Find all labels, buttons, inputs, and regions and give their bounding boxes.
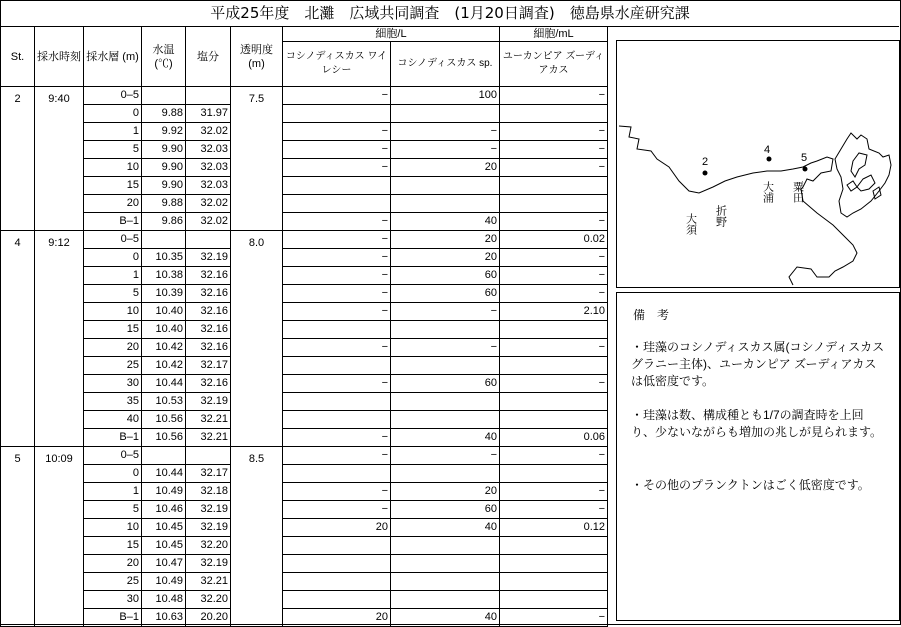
salinity-cell: 32.03 [186, 177, 231, 195]
place-orino: 折野 [714, 205, 728, 227]
table-row [1, 555, 608, 573]
table-row [1, 483, 608, 501]
table-row [1, 267, 608, 285]
salinity-cell: 32.02 [186, 123, 231, 141]
count-eucampia-cell [500, 393, 608, 411]
salinity-cell: 32.19 [186, 249, 231, 267]
count-wailesii-cell: − [283, 285, 391, 303]
table-row [1, 465, 608, 483]
count-coscinodiscus-sp-cell [391, 321, 500, 339]
place-osu: 大須 [684, 213, 698, 235]
layer-cell: 10 [84, 159, 142, 177]
page-title: 平成25年度 北灘 広域共同調査 (1月20日調査) 徳島県水産研究課 [1, 1, 899, 27]
temperature-cell: 9.88 [142, 195, 186, 213]
layer-cell: 20 [84, 555, 142, 573]
layer-cell: 0 [84, 105, 142, 123]
count-eucampia-cell [500, 591, 608, 609]
count-coscinodiscus-sp-cell [391, 537, 500, 555]
count-eucampia-cell [500, 465, 608, 483]
count-coscinodiscus-sp-cell: 40 [391, 609, 500, 627]
station-2-marker [703, 171, 708, 176]
transparency-cell: 8.5 [231, 447, 283, 627]
station-4-label: 4 [764, 144, 771, 156]
count-wailesii-cell [283, 321, 391, 339]
temperature-cell [142, 447, 186, 465]
table-row [1, 411, 608, 429]
station-number: 5 [1, 447, 35, 627]
count-wailesii-cell: − [283, 375, 391, 393]
header-salinity: 塩分 [186, 27, 231, 87]
temperature-cell: 10.49 [142, 573, 186, 591]
count-eucampia-cell: − [500, 123, 608, 141]
count-coscinodiscus-sp-cell: − [391, 303, 500, 321]
sampling-time: 9:12 [35, 231, 84, 447]
count-wailesii-cell [283, 177, 391, 195]
salinity-cell: 32.17 [186, 357, 231, 375]
coastline-map [617, 41, 899, 287]
count-eucampia-cell: − [500, 609, 608, 627]
table-row [1, 339, 608, 357]
layer-cell: 0 [84, 465, 142, 483]
count-eucampia-cell [500, 357, 608, 375]
layer-cell: 35 [84, 393, 142, 411]
count-coscinodiscus-sp-cell: − [391, 123, 500, 141]
salinity-cell: 32.16 [186, 303, 231, 321]
count-coscinodiscus-sp-cell: 20 [391, 483, 500, 501]
layer-cell: 20 [84, 339, 142, 357]
count-coscinodiscus-sp-cell: − [391, 339, 500, 357]
count-eucampia-cell: 0.02 [500, 231, 608, 249]
layer-cell: 30 [84, 591, 142, 609]
count-coscinodiscus-sp-cell [391, 177, 500, 195]
table-row [1, 357, 608, 375]
count-coscinodiscus-sp-cell: − [391, 447, 500, 465]
table-row [1, 375, 608, 393]
layer-cell: 5 [84, 501, 142, 519]
count-wailesii-cell: − [283, 447, 391, 465]
count-wailesii-cell: 20 [283, 609, 391, 627]
count-eucampia-cell: − [500, 375, 608, 393]
salinity-cell: 32.19 [186, 519, 231, 537]
table-row [1, 537, 608, 555]
survey-table [0, 26, 608, 627]
table-row [1, 105, 608, 123]
layer-cell: 1 [84, 483, 142, 501]
temperature-cell: 10.35 [142, 249, 186, 267]
count-eucampia-cell [500, 537, 608, 555]
count-wailesii-cell: 20 [283, 519, 391, 537]
coastline [619, 126, 891, 285]
table-row [1, 123, 608, 141]
layer-cell: 25 [84, 573, 142, 591]
count-eucampia-cell [500, 105, 608, 123]
count-wailesii-cell [283, 573, 391, 591]
temperature-cell: 9.92 [142, 123, 186, 141]
salinity-cell: 32.18 [186, 483, 231, 501]
salinity-cell: 32.02 [186, 195, 231, 213]
temperature-cell: 10.39 [142, 285, 186, 303]
count-coscinodiscus-sp-cell: 60 [391, 267, 500, 285]
salinity-cell: 32.16 [186, 375, 231, 393]
count-eucampia-cell: − [500, 159, 608, 177]
layer-cell: 0 [84, 249, 142, 267]
count-wailesii-cell: − [283, 267, 391, 285]
remarks-title: 備 考 [633, 308, 670, 322]
salinity-cell: 31.97 [186, 105, 231, 123]
temperature-cell: 10.44 [142, 375, 186, 393]
table-row [1, 249, 608, 267]
count-wailesii-cell: − [283, 123, 391, 141]
salinity-cell: 20.20 [186, 609, 231, 627]
layer-cell: 10 [84, 303, 142, 321]
count-eucampia-cell: − [500, 339, 608, 357]
temperature-cell: 9.88 [142, 105, 186, 123]
table-row [1, 195, 608, 213]
layer-cell: 1 [84, 267, 142, 285]
layer-cell: 5 [84, 285, 142, 303]
temperature-cell: 10.46 [142, 501, 186, 519]
header-unit-per-liter: 細胞/L [283, 27, 500, 42]
table-row [1, 609, 608, 627]
station-4-marker [767, 157, 772, 162]
count-eucampia-cell [500, 555, 608, 573]
temperature-cell [142, 87, 186, 105]
header-unit-per-ml: 細胞/mL [500, 27, 608, 42]
temperature-cell: 9.90 [142, 141, 186, 159]
remarks-paragraph: ・珪藻のコシノディスカス属(コシノディスカス グラニー主体)、ユーカンピア ズーディアカスは低密度です。 [631, 340, 885, 388]
remarks-paragraph: ・珪藻は数、構成種とも1/7の調査時を上回り、少ないながらも増加の兆しが見られます。 [631, 408, 883, 439]
salinity-cell: 32.16 [186, 285, 231, 303]
header-station: St. [1, 27, 35, 87]
layer-cell: 1 [84, 123, 142, 141]
layer-cell: 0–5 [84, 231, 142, 249]
layer-cell: B–1 [84, 429, 142, 447]
header-species-wailesii: コシノディスカス ワイレシー [283, 42, 391, 87]
station-number: 4 [1, 231, 35, 447]
salinity-cell [186, 231, 231, 249]
count-eucampia-cell [500, 195, 608, 213]
remarks-panel [616, 292, 900, 621]
count-wailesii-cell: − [283, 231, 391, 249]
count-wailesii-cell [283, 195, 391, 213]
count-coscinodiscus-sp-cell: 100 [391, 87, 500, 105]
count-coscinodiscus-sp-cell: − [391, 141, 500, 159]
count-coscinodiscus-sp-cell [391, 357, 500, 375]
count-eucampia-cell: − [500, 267, 608, 285]
count-wailesii-cell [283, 591, 391, 609]
salinity-cell: 32.17 [186, 465, 231, 483]
station-5-marker [803, 167, 808, 172]
layer-cell: 20 [84, 195, 142, 213]
salinity-cell: 32.21 [186, 411, 231, 429]
temperature-cell: 10.45 [142, 519, 186, 537]
table-row [1, 231, 608, 249]
table-row [1, 321, 608, 339]
header-transparency: 透明度 (m) [231, 27, 283, 87]
count-coscinodiscus-sp-cell: 60 [391, 375, 500, 393]
sampling-time: 10:09 [35, 447, 84, 627]
count-coscinodiscus-sp-cell: 40 [391, 213, 500, 231]
table-body [1, 87, 608, 627]
temperature-cell [142, 231, 186, 249]
count-eucampia-cell: − [500, 483, 608, 501]
temperature-cell: 10.45 [142, 537, 186, 555]
temperature-cell: 9.90 [142, 159, 186, 177]
layer-cell: B–1 [84, 609, 142, 627]
layer-cell: 0–5 [84, 447, 142, 465]
salinity-cell: 32.16 [186, 267, 231, 285]
count-wailesii-cell: − [283, 501, 391, 519]
temperature-cell: 10.47 [142, 555, 186, 573]
count-eucampia-cell [500, 321, 608, 339]
count-eucampia-cell: − [500, 213, 608, 231]
temperature-cell: 10.42 [142, 357, 186, 375]
temperature-cell: 10.49 [142, 483, 186, 501]
salinity-cell: 32.19 [186, 393, 231, 411]
count-eucampia-cell: − [500, 501, 608, 519]
count-coscinodiscus-sp-cell [391, 393, 500, 411]
transparency-cell: 7.5 [231, 87, 283, 231]
table-row [1, 213, 608, 231]
count-eucampia-cell [500, 411, 608, 429]
salinity-cell: 32.03 [186, 141, 231, 159]
station-5-label: 5 [801, 152, 808, 164]
count-wailesii-cell [283, 393, 391, 411]
count-coscinodiscus-sp-cell: 60 [391, 285, 500, 303]
temperature-cell: 10.56 [142, 429, 186, 447]
station-map [616, 40, 900, 288]
count-coscinodiscus-sp-cell: 40 [391, 429, 500, 447]
header-temperature: 水温 (℃) [142, 27, 186, 87]
layer-cell: 5 [84, 141, 142, 159]
table-row [1, 303, 608, 321]
count-coscinodiscus-sp-cell: 20 [391, 249, 500, 267]
count-coscinodiscus-sp-cell: 20 [391, 231, 500, 249]
header-time: 採水時刻 [35, 27, 84, 87]
salinity-cell [186, 447, 231, 465]
place-oura: 大浦 [761, 181, 775, 203]
layer-cell: 15 [84, 321, 142, 339]
table-row [1, 501, 608, 519]
station-2-label: 2 [702, 156, 709, 168]
layer-cell: 15 [84, 537, 142, 555]
count-eucampia-cell: − [500, 249, 608, 267]
table-row [1, 87, 608, 105]
count-eucampia-cell: 0.06 [500, 429, 608, 447]
count-wailesii-cell [283, 411, 391, 429]
salinity-cell: 32.16 [186, 339, 231, 357]
count-wailesii-cell [283, 555, 391, 573]
temperature-cell: 10.42 [142, 339, 186, 357]
layer-cell: 0–5 [84, 87, 142, 105]
table-row [1, 573, 608, 591]
count-wailesii-cell: − [283, 429, 391, 447]
count-wailesii-cell: − [283, 339, 391, 357]
count-coscinodiscus-sp-cell: 40 [391, 519, 500, 537]
count-eucampia-cell: − [500, 285, 608, 303]
count-coscinodiscus-sp-cell [391, 105, 500, 123]
count-wailesii-cell [283, 357, 391, 375]
layer-cell: 40 [84, 411, 142, 429]
table-row [1, 591, 608, 609]
table-row [1, 393, 608, 411]
temperature-cell: 10.63 [142, 609, 186, 627]
count-eucampia-cell: − [500, 87, 608, 105]
count-eucampia-cell [500, 177, 608, 195]
header-row-1 [1, 27, 608, 42]
header-layer: 採水層 (m) [84, 27, 142, 87]
header-species-eucampia: ユーカンピア ズーディアカス [500, 42, 608, 87]
salinity-cell: 32.20 [186, 591, 231, 609]
count-coscinodiscus-sp-cell [391, 591, 500, 609]
temperature-cell: 10.40 [142, 303, 186, 321]
table-row [1, 519, 608, 537]
count-wailesii-cell: − [283, 159, 391, 177]
count-coscinodiscus-sp-cell [391, 465, 500, 483]
count-coscinodiscus-sp-cell [391, 573, 500, 591]
temperature-cell: 10.40 [142, 321, 186, 339]
count-eucampia-cell: − [500, 141, 608, 159]
place-awata: 粟田 [791, 181, 805, 203]
count-wailesii-cell: − [283, 303, 391, 321]
salinity-cell: 32.19 [186, 501, 231, 519]
count-wailesii-cell [283, 537, 391, 555]
table-row [1, 141, 608, 159]
temperature-cell: 10.44 [142, 465, 186, 483]
salinity-cell: 32.16 [186, 321, 231, 339]
count-wailesii-cell [283, 465, 391, 483]
table-row [1, 447, 608, 465]
layer-cell: 10 [84, 519, 142, 537]
salinity-cell: 32.02 [186, 213, 231, 231]
temperature-cell: 9.86 [142, 213, 186, 231]
count-wailesii-cell: − [283, 141, 391, 159]
count-wailesii-cell [283, 105, 391, 123]
count-wailesii-cell: − [283, 87, 391, 105]
count-eucampia-cell: 0.12 [500, 519, 608, 537]
layer-cell: 30 [84, 375, 142, 393]
temperature-cell: 10.38 [142, 267, 186, 285]
salinity-cell: 32.19 [186, 555, 231, 573]
table-row [1, 177, 608, 195]
count-wailesii-cell: − [283, 249, 391, 267]
count-wailesii-cell: − [283, 483, 391, 501]
count-coscinodiscus-sp-cell: 20 [391, 159, 500, 177]
temperature-cell: 9.90 [142, 177, 186, 195]
table-row [1, 159, 608, 177]
salinity-cell: 32.21 [186, 573, 231, 591]
count-eucampia-cell: − [500, 447, 608, 465]
count-coscinodiscus-sp-cell [391, 411, 500, 429]
count-eucampia-cell [500, 573, 608, 591]
table-row [1, 285, 608, 303]
count-coscinodiscus-sp-cell [391, 195, 500, 213]
count-coscinodiscus-sp-cell [391, 555, 500, 573]
temperature-cell: 10.48 [142, 591, 186, 609]
layer-cell: B–1 [84, 213, 142, 231]
table-row [1, 429, 608, 447]
temperature-cell: 10.53 [142, 393, 186, 411]
count-wailesii-cell: − [283, 213, 391, 231]
salinity-cell [186, 87, 231, 105]
transparency-cell: 8.0 [231, 231, 283, 447]
sampling-time: 9:40 [35, 87, 84, 231]
station-number: 2 [1, 87, 35, 231]
header-species-coscinodiscus-sp: コシノディスカス sp. [391, 42, 500, 87]
temperature-cell: 10.56 [142, 411, 186, 429]
salinity-cell: 32.20 [186, 537, 231, 555]
salinity-cell: 32.03 [186, 159, 231, 177]
remarks-paragraph: ・その他のプランクトンはごく低密度です。 [631, 478, 870, 492]
salinity-cell: 32.21 [186, 429, 231, 447]
layer-cell: 15 [84, 177, 142, 195]
layer-cell: 25 [84, 357, 142, 375]
count-coscinodiscus-sp-cell: 60 [391, 501, 500, 519]
count-eucampia-cell: 2.10 [500, 303, 608, 321]
